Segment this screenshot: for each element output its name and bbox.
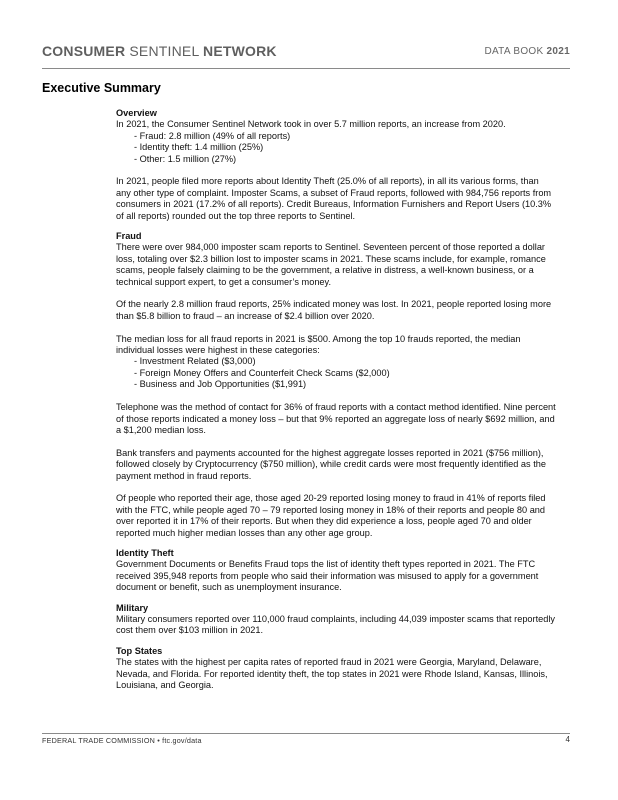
brand-network: NETWORK xyxy=(203,43,277,59)
fraud-paragraph: Bank transfers and payments accounted for the highest aggregate losses reported in 2021 ($756 million), followed closely by Cryptocurrency ($750 million), while credit cards were most frequently identified as the payment method in fraud reports. xyxy=(116,447,546,481)
page-title: Executive Summary xyxy=(42,81,161,95)
fraud-paragraph: The median loss for all fraud reports in 2021 is $500. Among the top 10 frauds reported, the median individual losses were highest in these categories: xyxy=(116,333,521,356)
overview-paragraph: In 2021, people filed more reports about Identity Theft (25.0% of all reports), in all its various forms, than any other type of complaint. Imposter Scams, a subset of Fraud reports, followed with 984,756 reports from consumers in 2021 (17.2% of all reports). Credit Bureaus, Information Furnishers and Report Users (10.3% of all reports) rounded out the top three reports to Sentinel. xyxy=(116,176,552,221)
military-paragraph: Military consumers reported over 110,000 fraud complaints, including 44,039 imposter scams that reportedly cost them over $103 million in 2021. xyxy=(116,613,556,636)
list-item: - Fraud: 2.8 million (49% of all reports) xyxy=(134,130,291,141)
page-number: 4 xyxy=(565,735,570,744)
list-item: - Business and Job Opportunities ($1,991) xyxy=(134,379,307,390)
overview-heading: Overview xyxy=(116,108,157,118)
top-states-heading: Top States xyxy=(116,645,163,656)
list-item: - Foreign Money Offers and Counterfeit Check Scams ($2,000) xyxy=(134,367,390,378)
brand-sentinel: SENTINEL xyxy=(129,43,199,59)
overview-intro: In 2021, the Consumer Sentinel Network took in over 5.7 million reports, an increase from 2020. xyxy=(116,119,506,130)
fraud-paragraph: Of the nearly 2.8 million fraud reports, 25% indicated money was lost. In 2021, people reported losing more than $5.8 billion to fraud – an increase of $2.4 billion over 2020. xyxy=(116,299,552,321)
fraud-heading: Fraud xyxy=(116,231,142,242)
footer-credit: FEDERAL TRADE COMMISSION • ftc.gov/data xyxy=(42,736,202,745)
main-content xyxy=(116,108,556,691)
top-states-paragraph: The states with the highest per capita rates of reported fraud in 2021 were Georgia, Maryland, Delaware, Nevada, and Florida. For reported identity theft, the top states in 2021 were Rhode Island, Kansas, Illinois, Louisiana, and Georgia. xyxy=(116,657,548,690)
fraud-paragraph: Of people who reported their age, those aged 20-29 reported losing money to fraud in 41% of reports filed with the FTC, while people aged 70 – 79 reported losing money in 18% of their reports and people 80 and over reported it in 17% of their reports. But when they did experience a loss, people aged 70 and older reported much higher median losses than any other age group. xyxy=(116,493,546,538)
header-divider xyxy=(42,68,570,69)
brand-title xyxy=(42,43,277,59)
military-heading: Military xyxy=(116,602,149,613)
overview-bullets xyxy=(116,131,556,165)
list-item: - Investment Related ($3,000) xyxy=(134,356,256,367)
page-header xyxy=(42,43,570,63)
fraud-paragraph: Telephone was the method of contact for 36% of fraud reports with a contact method identified. Nine percent of those reports indicated a money loss – but that 9% reported an aggregate loss of nearly $692 million, and a $1,200 median loss. xyxy=(116,402,556,435)
databook-year: 2021 xyxy=(546,46,570,57)
footer-divider xyxy=(42,733,570,734)
fraud-bullets xyxy=(116,356,556,390)
identity-theft-heading: Identity Theft xyxy=(116,547,174,558)
brand-consumer: CONSUMER xyxy=(42,43,126,59)
list-item: - Identity theft: 1.4 million (25%) xyxy=(134,142,264,153)
fraud-paragraph: There were over 984,000 imposter scam reports to Sentinel. Seventeen percent of those reported a dollar loss, totaling over $2.3 billion lost to imposter scams in 2021. These scams include, for example, romance scams, people falsely claiming to be the government, a relative in distress, a well-known business, or a technical support expert, to get a consumer’s money. xyxy=(116,242,546,287)
databook-label xyxy=(484,46,570,57)
list-item: - Other: 1.5 million (27%) xyxy=(134,153,237,164)
databook-text: DATA BOOK xyxy=(484,46,544,57)
identity-theft-paragraph: Government Documents or Benefits Fraud tops the list of identity theft types reported in 2021. The FTC received 395,948 reports from people who said their information was misused to apply for a government document or benefit, such as unemployment insurance. xyxy=(116,559,539,593)
